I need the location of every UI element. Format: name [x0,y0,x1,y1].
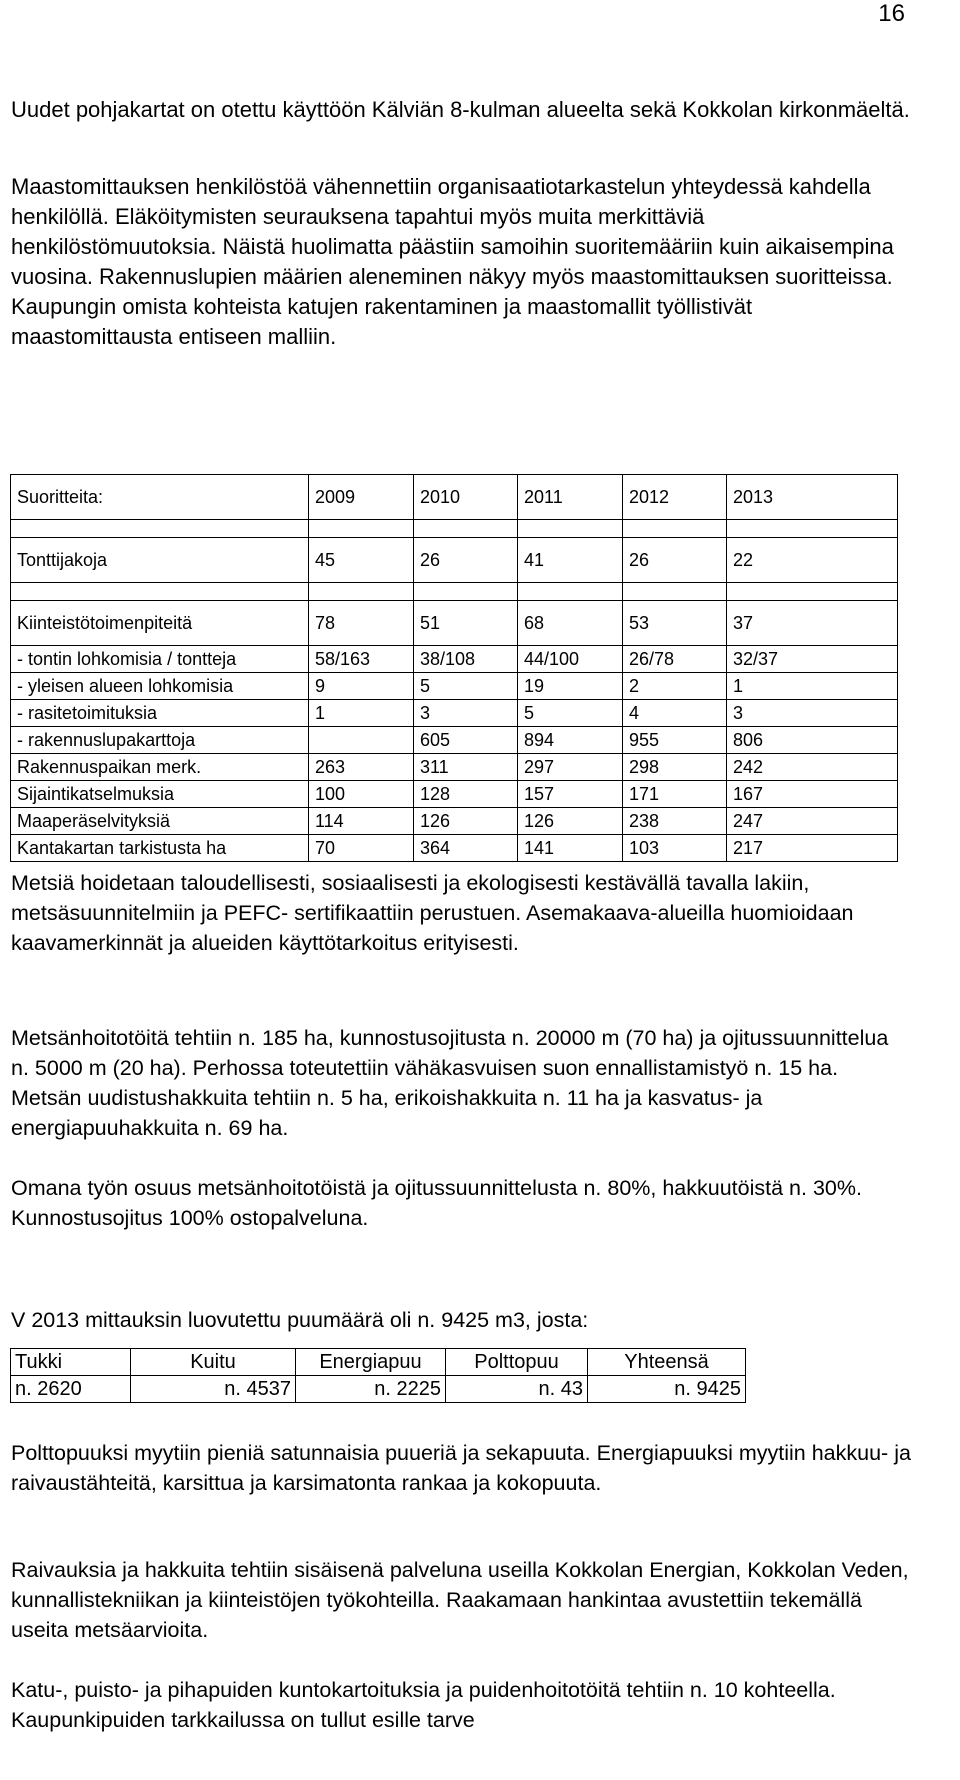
table-spacer-row [11,520,898,538]
header-cell: Yhteensä [588,1349,746,1376]
table-cell: - yleisen alueen lohkomisia [11,673,309,700]
table-cell: Kantakartan tarkistusta ha [11,835,309,862]
table-cell: - rakennuslupakarttoja [11,727,309,754]
table-cell: 1 [309,700,414,727]
table-cell: 247 [727,808,898,835]
paragraph-survey-staff: Maastomittauksen henkilöstöä vähennettiin organisaatiotarkastelun yhteydessä kahdella henkilöllä. Eläköitymisten seurauksena tapahtui myös muita merkittäviä henkilöstömuutoksia. Näistä huolimatta päästiin samoihin suoritemääriin kuin aikaisempina vuosina. Rakennuslupien määrien aleneminen näkyy myös maastomittauksen suoritteissa. Kaupungin omista kohteista katujen rakentaminen ja maastomallit työllistivät maastomittausta entiseen malliin. [11,174,894,349]
table-cell: 22 [727,538,898,583]
table-cell: 44/100 [518,646,623,673]
table-cell: Kiinteistötoimenpiteitä [11,601,309,646]
table-cell: 217 [727,835,898,862]
table-cell: 53 [623,601,727,646]
table-cell: 26 [623,538,727,583]
table-cell: 9 [309,673,414,700]
table-cell: 2 [623,673,727,700]
paragraph-own-work-share: Omana työn osuus metsänhoitotöistä ja ojitussuunnittelusta n. 80%, hakkuutöistä n. 30%. Kunnostusojitus 100% ostopalveluna. [11,1176,862,1230]
header-cell: Polttopuu [446,1349,588,1376]
header-cell: 2011 [518,475,623,520]
table-header-row [11,475,898,520]
table-row [11,835,898,862]
paragraph-tree-survey: Katu-, puisto- ja pihapuiden kuntokartoituksia ja puidenhoitotöitä tehtiin n. 10 kohteella. Kaupunkipuiden tarkkailussa on tullut esille tarve [11,1678,836,1732]
paragraph-forest-work: Metsänhoitotöitä tehtiin n. 185 ha, kunnostusojitusta n. 20000 m (70 ha) ja ojitussuunnittelua n. 5000 m (20 ha). Perhossa toteutettiin vähäkasvuisen suon ennallistamistyö n. 15 ha. Metsän uudistushakkuita tehtiin n. 5 ha, erikoishakkuita n. 11 ha ja kasvatus- ja energiapuuhakkuita n. 69 ha. [11,1026,889,1140]
table-cell: 3 [727,700,898,727]
table-cell: 894 [518,727,623,754]
table-cell: - rasitetoimituksia [11,700,309,727]
table-cell: 26/78 [623,646,727,673]
table-cell: 806 [727,727,898,754]
table-cell: n. 43 [446,1376,588,1403]
table-row [11,700,898,727]
table-row [11,808,898,835]
table-cell: 364 [414,835,518,862]
header-cell: 2009 [309,475,414,520]
table-cell: 5 [414,673,518,700]
table-cell: 45 [309,538,414,583]
table-cell: 5 [518,700,623,727]
paragraph-wood-intro: V 2013 mittauksin luovutettu puumäärä oli n. 9425 m3, josta: [11,1308,589,1332]
table-row [11,673,898,700]
table-cell: 605 [414,727,518,754]
table-cell: 3 [414,700,518,727]
table-cell: 4 [623,700,727,727]
table-cell: 126 [414,808,518,835]
table-cell: n. 2620 [11,1376,131,1403]
table-cell: 311 [414,754,518,781]
table-row [11,781,898,808]
table-cell: 68 [518,601,623,646]
table-cell: 37 [727,601,898,646]
table-cell: 157 [518,781,623,808]
table-cell: - tontin lohkomisia / tontteja [11,646,309,673]
header-cell: Energiapuu [296,1349,446,1376]
header-cell: Suoritteita: [11,475,309,520]
table-cell: 242 [727,754,898,781]
table-cell: 128 [414,781,518,808]
table-cell: 70 [309,835,414,862]
table-cell: 141 [518,835,623,862]
table-cell: 126 [518,808,623,835]
header-cell: Kuitu [131,1349,296,1376]
table-cell: Tonttijakoja [11,538,309,583]
table-cell: 298 [623,754,727,781]
table-cell: 78 [309,601,414,646]
table-cell: n. 4537 [131,1376,296,1403]
table-cell: 238 [623,808,727,835]
table-cell: Maaperäselvityksiä [11,808,309,835]
table-cell: 167 [727,781,898,808]
table-cell: 955 [623,727,727,754]
table-cell: 51 [414,601,518,646]
table-cell: Sijaintikatselmuksia [11,781,309,808]
table-cell: 32/37 [727,646,898,673]
table-cell: 38/108 [414,646,518,673]
paragraph-clearing: Raivauksia ja hakkuita tehtiin sisäisenä palveluna useilla Kokkolan Energian, Kokkolan Veden, kunnallistekniikan ja kiinteistöjen työkohteilla. Raakamaan hankintaa avustettiin tekemällä useita metsäarvioita. [11,1558,909,1642]
table-cell: 171 [623,781,727,808]
table-row [11,601,898,646]
table-cell: 58/163 [309,646,414,673]
page-number: 16 [878,0,905,27]
table-cell: 100 [309,781,414,808]
table-row [11,754,898,781]
table-cell: n. 9425 [588,1376,746,1403]
wood-volume-table [10,1348,746,1403]
table-cell: n. 2225 [296,1376,446,1403]
paragraph-firewood: Polttopuuksi myytiin pieniä satunnaisia puueriä ja sekapuuta. Energiapuuksi myytiin hakkuu- ja raivaustähteitä, karsittua ja karsimatonta rankaa ja kokopuuta. [11,1441,911,1495]
table-row [11,1376,746,1403]
table-cell: 41 [518,538,623,583]
header-cell: 2012 [623,475,727,520]
table-row [11,727,898,754]
table-row [11,646,898,673]
table-cell: 26 [414,538,518,583]
header-cell: Tukki [11,1349,131,1376]
table-cell: 1 [727,673,898,700]
paragraph-forest-management: Metsiä hoidetaan taloudellisesti, sosiaalisesti ja ekologisesti kestävällä tavalla lakiin, metsäsuunnitelmiin ja PEFC- sertifikaattiin perustuen. Asemakaava-alueilla huomioidaan kaavamerkinnät ja alueiden käyttötarkoitus erityisesti. [11,871,854,955]
table-header-row [11,1349,746,1376]
header-cell: 2013 [727,475,898,520]
table-cell: 263 [309,754,414,781]
header-cell: 2010 [414,475,518,520]
paragraph-new-base-maps: Uudet pohjakartat on otettu käyttöön Kälviän 8-kulman alueelta sekä Kokkolan kirkonmäeltä. [11,97,910,122]
performance-table [10,474,898,862]
table-cell: Rakennuspaikan merk. [11,754,309,781]
table-cell: 19 [518,673,623,700]
table-cell: 103 [623,835,727,862]
table-cell: 297 [518,754,623,781]
table-cell [309,727,414,754]
table-cell: 114 [309,808,414,835]
table-spacer-row [11,583,898,601]
table-row [11,538,898,583]
